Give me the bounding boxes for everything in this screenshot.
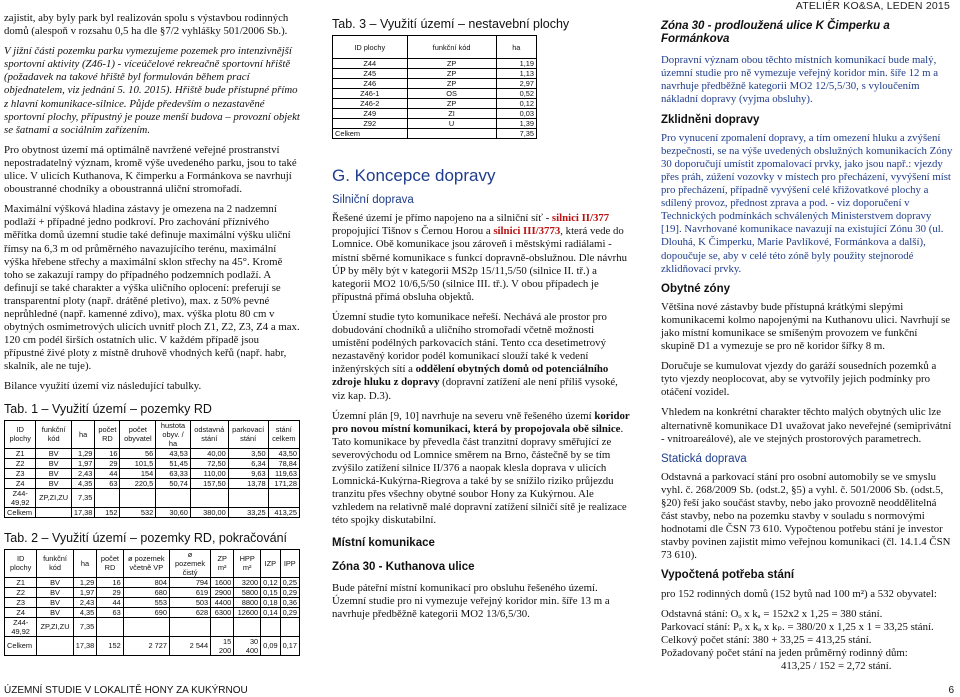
tab2-row <box>5 597 300 607</box>
tab2-cell: 680 <box>123 587 169 597</box>
subheading-zona30: Zóna 30 - Kuthanova ulice <box>332 560 475 573</box>
paragraph-roads: Řešené území je přímo napojeno na a silniční síť - silnici II/377 propojující Tišnov s Černou Horou a silnici III/3773, která vede do Lomnice. Obě komunikace jsou zároveň i městskými radiálami - místní sběrné komunikace s funkcí dopravně-obslužnou. Dle návrhu ÚP by měly být v kategorii MS2p 15/11,5/50 (silnice II. tř.) a kategorii MO2 10/6,5/50 (silnice III. tř.). V obou případech je přípustná přímá obsluha objektů. <box>332 212 628 303</box>
paragraph-d1: Vhledem na konkrétní charakter těchto malých obytných ulic lze alternativně komunikace D1 uvažovat jako neveřejné (semiprivátní - vnitroareálové), ale ve stejných prostorových parametrech. <box>661 406 952 445</box>
paragraph-vypocet: pro 152 rodinných domů (152 bytů nad 100 m²) a 532 obyvatel: <box>661 587 937 600</box>
tab3-cell: Z45 <box>333 69 408 79</box>
tab2-cell: 1,97 <box>73 587 97 597</box>
tab2-cell: 0,09 <box>261 636 280 655</box>
tab2-cell: 2 727 <box>123 636 169 655</box>
tab2-header-cell: ZP m² <box>211 549 234 577</box>
tab2-cell: BV <box>37 597 73 607</box>
tab1-cell: BV <box>36 448 71 458</box>
tab3-cell: ZP <box>407 79 496 89</box>
tab2-cell: Z4 <box>5 607 37 617</box>
tab1-cell: 50,74 <box>156 478 191 488</box>
paragraph-park: zajistit, aby byly park byl realizován spolu s výstavbou rodinných domů (alespoň v rozsahu 0,5 ha dle §7/2 vyhlášky 501/2006 Sb.). <box>4 12 289 38</box>
tab1-cell <box>268 488 299 507</box>
subheading-obytne: Obytné zóny <box>661 282 731 295</box>
tab3-cell: OS <box>407 89 496 99</box>
tab1-cell: 56 <box>120 448 156 458</box>
tab1-cell: 220,5 <box>120 478 156 488</box>
tab2-cell: Z3 <box>5 597 37 607</box>
tab2-cell: 0,14 <box>261 607 280 617</box>
tab1-cell: 413,25 <box>268 507 299 517</box>
tab1-cell: 30,60 <box>156 507 191 517</box>
tab1-cell: Celkem <box>5 507 36 517</box>
paragraph-staticka: Odstavná a parkovací stání pro osobní automobily se ve smyslu vyhl. č. 268/2009 Sb. (odst.2, §5) a vyhl. č. 501/2006 Sb. (odst.5, §20) řeší jako součást stavby, nebo jako provozně neoddělitelná část stavby, nebo na pozemku stavby v souladu s normovými hodnotami dle ČSN 73 610. Vypočtenou potřebu stání je investor stavby povinen zajistit mimo veřejnou komunikaci (čl. 14.1.4 ČSN 73 610). <box>661 470 951 562</box>
tab1-row <box>5 448 300 458</box>
tab1-cell: 154 <box>120 468 156 478</box>
tab3-cell: 1,13 <box>496 69 536 79</box>
tab3-row <box>333 79 537 89</box>
tab3-cell: 1,19 <box>496 59 536 69</box>
tab2-cell: 804 <box>123 577 169 587</box>
paragraph-sport: V jižní části pozemku parku vymezujeme pozemek pro intenzivnější sportovní aktivity (Z46-1) - víceúčelové rekreačně sportovní hřiště (požadavek na takové hřiště byl formulován během prací objednatelem, viz jednání 5. 10. 2015). Hřiště bude přístupné přímo z hlavní komunikace-silnice. Půjde především o nezastavěné sportovní plochy, přípustný je pouze menší budova – provozní objekt se šatnami a sociálním zařízením. <box>4 45 300 136</box>
tab2-cell: 4400 <box>211 597 234 607</box>
tab2-cell: 4,35 <box>73 607 97 617</box>
tab3-header-cell: ha <box>496 36 536 59</box>
tab1-row <box>5 507 300 517</box>
column-left <box>4 12 300 656</box>
tab2-cell <box>234 617 261 636</box>
tab1-cell: 17,38 <box>71 507 95 517</box>
tab2-cell: 2,43 <box>73 597 97 607</box>
tab2-row <box>5 587 300 597</box>
tab3-row <box>333 129 537 139</box>
subheading-zona30-cimperk: Zóna 30 - prodloužená ulice K Čimperku a Formánkova <box>661 20 890 46</box>
tab2-cell: 0,29 <box>280 587 299 597</box>
table1 <box>4 420 300 518</box>
tab1-cell: Z3 <box>5 468 36 478</box>
tab2-cell: 0,36 <box>280 597 299 607</box>
tab3-cell: Z49 <box>333 109 408 119</box>
tab1-row <box>5 458 300 468</box>
tab1-cell: 1,97 <box>71 458 95 468</box>
tab3-cell: 0,12 <box>496 99 536 109</box>
tab1-cell: 532 <box>120 507 156 517</box>
tab1-cell: Z1 <box>5 448 36 458</box>
tab1-cell: 16 <box>95 448 120 458</box>
paragraph-kuthanova: Bude páteřní místní komunikací pro obsluhu řešeného území. Územní studie pro ni vymezuje veřejný koridor min. šíře 13 m a navrhuje předběžně kategorii MO2 13/6,5/30. <box>332 581 610 620</box>
tab1-cell: ZP,ZI,ZU <box>36 488 71 507</box>
tab2-header-cell: HPP m² <box>234 549 261 577</box>
tab2-cell: 152 <box>97 636 123 655</box>
tab3-header-cell: ID plochy <box>333 36 408 59</box>
tab3-row <box>333 89 537 99</box>
tab1-cell: 43,50 <box>268 448 299 458</box>
tab2-header-cell: ID plochy <box>5 549 37 577</box>
tab1-cell: 78,84 <box>268 458 299 468</box>
tab1-header-cell: ID plochy <box>5 420 36 448</box>
tab1-cell <box>190 488 228 507</box>
tab2-cell: Z2 <box>5 587 37 597</box>
tab1-cell: 7,35 <box>71 488 95 507</box>
column-middle <box>332 12 630 628</box>
tab2-cell: 1,29 <box>73 577 97 587</box>
tab3-cell: ZP <box>407 69 496 79</box>
tab2-cell: 1600 <box>211 577 234 587</box>
tab3-cell: ZP <box>407 59 496 69</box>
tab2-cell: 0,25 <box>280 577 299 587</box>
tab1-row <box>5 478 300 488</box>
column-right <box>661 12 953 673</box>
tab1-header-cell: počet obyvatel <box>120 420 156 448</box>
tab2-cell: 29 <box>97 587 123 597</box>
tab1-cell <box>95 488 120 507</box>
paragraph-zklidneni: Pro vynucení zpomalení dopravy, a tím omezení hluku a zvýšení bezpečnosti, se na výše uvedených obslužných komunikacích Zóny 30 doporučují umístit zpomalovací prvky, jako jsou např.: vjezdy přes práh, zúžení vozovky v místech pro přecházení, vyvýšení míst pro přecházení, případně vyvýšení celé křižovatkové plochy a sdílený provoz, přednost zprava a pod. - viz doporučení v Technických podmínkách schválených Ministerstvem dopravy [19]. Navrhované komunikace navazují na existující Zónu 30 (ul. Dlouhá, K Čimperku, Marie Pavlíkové, Formánkova a další), dopoučuje se, aby v celé této zóně byly použity stejnorodé zklidňovací prvky. <box>661 131 953 275</box>
tab1-cell: Z4 <box>5 478 36 488</box>
tab2-cell <box>169 617 210 636</box>
tab1-cell: 171,28 <box>268 478 299 488</box>
tab3-cell: Z92 <box>333 119 408 129</box>
tab1-cell: BV <box>36 468 71 478</box>
tab2-row <box>5 577 300 587</box>
tab2-cell: 44 <box>97 597 123 607</box>
tab1-cell <box>36 507 71 517</box>
tab3-cell: ZI <box>407 109 496 119</box>
tab1-cell: 6,34 <box>228 458 268 468</box>
tab1-header-cell: odstavná stání <box>190 420 228 448</box>
tab1-cell: 3,50 <box>228 448 268 458</box>
tab3-cell: 0,52 <box>496 89 536 99</box>
page-number: 6 <box>948 685 954 696</box>
tab2-cell: BV <box>37 577 73 587</box>
tab1-cell: 43,53 <box>156 448 191 458</box>
tab1-cell: BV <box>36 458 71 468</box>
tab2-header-cell: funkční kód <box>37 549 73 577</box>
tab1-cell <box>120 488 156 507</box>
tab1-cell: 119,63 <box>268 468 299 478</box>
tab1-cell: BV <box>36 478 71 488</box>
tab1-header-cell: funkční kód <box>36 420 71 448</box>
tab1-header-cell: stání celkem <box>268 420 299 448</box>
tab1-cell <box>228 488 268 507</box>
tab2-header-cell: ø pozemek včetně VP <box>123 549 169 577</box>
tab2-cell: BV <box>37 587 73 597</box>
tab3-cell: Z46-2 <box>333 99 408 109</box>
subheading-vypocet: Vypočtená potřeba stání <box>661 569 795 582</box>
tab1-cell: 13,78 <box>228 478 268 488</box>
tab1-cell: 1,29 <box>71 448 95 458</box>
tab2-cell: 2900 <box>211 587 234 597</box>
tab2-cell: 16 <box>97 577 123 587</box>
tab1-cell: 4,35 <box>71 478 95 488</box>
paragraph-zona30: Dopravní význam obou těchto místních komunikací bude malý, územní studie pro ně vymezuje veřejný koridor min. šíře 12 m a navrhuje předběžně kategorii MO2 12/5,5/30, s vyloučením nákladní dopravy (vyjma obsluhy). <box>661 54 939 106</box>
tab2-cell: 8800 <box>234 597 261 607</box>
calc-line-celkem: Celkový počet stání: 380 + 33,25 = 413,25 stání. <box>661 633 872 646</box>
tab1-cell: 63,33 <box>156 468 191 478</box>
tab1-cell: 72,50 <box>190 458 228 468</box>
tab2-cell: 503 <box>169 597 210 607</box>
tab2-cell <box>261 617 280 636</box>
calc-line-parkovaci: Parkovací stání: Pₒ x kₐ x kₚ. = 380/20 x 1,25 x 1 = 33,25 stání. <box>661 620 934 633</box>
tab1-cell: 101,5 <box>120 458 156 468</box>
tab2-cell <box>211 617 234 636</box>
calc-line-pozadovany: Požadovaný počet stání na jeden průměrný rodinný dům: <box>661 646 908 659</box>
section-heading: G. Koncepce dopravy <box>332 166 496 186</box>
tab2-header-cell: IPP <box>280 549 299 577</box>
tab2-cell <box>97 617 123 636</box>
subheading-zklidneni: Zklidněni dopravy <box>661 113 760 126</box>
calc-line-result: 413,25 / 152 = 2,72 stání. <box>781 660 892 673</box>
paragraph-height: Maximální výšková hladina zástavy je omezena na 2 nadzemní podlaží + případné jedno podkroví. Pro zachování příznivého měřítka domů územní studie také definuje maximální výšku uliční římsy na 6,3 m od průměrného navazujícího terénu, maximální výška hřebene střechy a maximální sklon střechy na 45°. Kromě toho se zakazují rampy do případného podzemních podlaží. A definují se také charakter a výška uličního oplocení: preferují se transparentní ploty (např. drátěné pletivo), max. z 50% pevné neprůhledné (např. kamenné zdivo), max. výška plotu 80 cm v obytných osmimetrových ulicích uvnitř ploch Z1, Z2, Z3, Z4 a max. 120 cm podél širších ostatních ulic. V každém případě jsou přípustné živé ploty z místně druhově vhodných keřů (např. habr, skalník, ale ne tuje). <box>4 203 300 373</box>
tab1-row <box>5 468 300 478</box>
tab2-cell: 553 <box>123 597 169 607</box>
subheading-silnicni: Silniční doprava <box>332 194 414 207</box>
tab1-cell: 51,45 <box>156 458 191 468</box>
tab3-cell: Z46 <box>333 79 408 89</box>
paragraph-obytne: Většina nové zástavby bude přístupná krátkými slepými komunikacemi kolmo napojenými na Kuthanovu ulici. Navrhují se jako místní komunikace se smíšeným provozem ve funkční skupině D1 a vymezuje se pro ně koridor šířky 8 m. <box>661 300 951 353</box>
tab3-cell: 7,35 <box>496 129 536 139</box>
table1-caption: Tab. 1 – Využití území – pozemky RD <box>4 401 212 416</box>
tab2-cell: Z44-49,92 <box>5 617 37 636</box>
header-title: ATELIÉR KO&SA, LEDEN 2015 <box>795 0 950 12</box>
tab1-cell: 29 <box>95 458 120 468</box>
tab3-row <box>333 119 537 129</box>
tab3-cell: 0,03 <box>496 109 536 119</box>
tab3-cell: Celkem <box>333 129 408 139</box>
tab3-cell <box>407 129 496 139</box>
tab2-header-cell: ha <box>73 549 97 577</box>
tab2-cell: 15 200 <box>211 636 234 655</box>
tab2-cell: 17,38 <box>73 636 97 655</box>
table3 <box>332 35 537 139</box>
tab1-cell: 63 <box>95 478 120 488</box>
tab2-cell: 628 <box>169 607 210 617</box>
tab2-cell: BV <box>37 607 73 617</box>
tab1-cell: 110,00 <box>190 468 228 478</box>
tab2-cell: 5800 <box>234 587 261 597</box>
subheading-mistni: Místní komunikace <box>332 537 435 550</box>
tab2-cell: 2 544 <box>169 636 210 655</box>
tab1-cell: 380,00 <box>190 507 228 517</box>
tab2-cell <box>37 636 73 655</box>
tab2-cell: Celkem <box>5 636 37 655</box>
tab3-cell: ZP <box>407 99 496 109</box>
tab2-cell: 690 <box>123 607 169 617</box>
tab3-row <box>333 99 537 109</box>
paragraph-vjezdy: Doručuje se kumulovat vjezdy do garáží sousedních pozemků a tyto vjezdy neoplocovat, aby se vytvořily jejich podmínky pro otáčení vozidel. <box>661 360 937 399</box>
tab3-cell: U <box>407 119 496 129</box>
tab2-cell: Z1 <box>5 577 37 587</box>
tab2-cell: 0,17 <box>280 636 299 655</box>
tab2-row <box>5 607 300 617</box>
tab1-cell <box>156 488 191 507</box>
tab2-cell: ZP,ZI,ZU <box>37 617 73 636</box>
subheading-staticka: Statická doprava <box>661 452 747 465</box>
tab1-cell: 157,50 <box>190 478 228 488</box>
tab1-row <box>5 488 300 507</box>
tab2-cell: 0,29 <box>280 607 299 617</box>
tab3-cell: 1,39 <box>496 119 536 129</box>
tab1-cell: 44 <box>95 468 120 478</box>
tab2-cell: 7,35 <box>73 617 97 636</box>
tab1-cell: 2,43 <box>71 468 95 478</box>
table2 <box>4 549 300 656</box>
paragraph-plan: Územní plán [9, 10] navrhuje na severu vně řešeného území koridor pro novou místní komunikaci, která by propojovala obě silnice. Tato komunikace by převedla část tranzitní dopravy směřující ze severovýchodu od Lomnice směrem na Brno, částečně by se tím zvýšilo zatížení silnice II/376 a naopak klesla doprava v ulicích Lomnická-Kukýrna-Riegrova a také by se snížilo riziko průjezdu tranzitu přes všechny obytné soubor Hony za Kukýrnou. Ale vzhledem na relativně malé dopravní zatížení silničí sítě je realizace této spojky diskutabilní. <box>332 409 630 527</box>
footer-title: ÚZEMNÍ STUDIE V LOKALITĚ HONY ZA KUKÝRNOU <box>4 685 248 696</box>
tab2-header-cell: IZP <box>261 549 280 577</box>
tab1-cell: 33,25 <box>228 507 268 517</box>
tab1-cell: Z2 <box>5 458 36 468</box>
tab2-cell <box>280 617 299 636</box>
tab3-cell: Z46-1 <box>333 89 408 99</box>
tab3-header-cell: funkční kód <box>407 36 496 59</box>
tab2-cell <box>123 617 169 636</box>
tab1-header-cell: počet RD <box>95 420 120 448</box>
tab2-cell: 0,15 <box>261 587 280 597</box>
paragraph-corridor: Územní studie tyto komunikace neřeší. Nechává ale prostor pro dobudování chodníků a uličního stromořadí včetně možnosti umístění podélných parkovacích stání. Tento cca desetimetrový nezastavěný koridor podél komunikací slouží také k vedení inženýrských sítí a oddělení obytných domů od potenciálního zdroje hluku z dopravy (dopravní zatížení ale není příliš vysoké, viz kap. D.3). <box>332 310 618 402</box>
tab2-cell: 30 400 <box>234 636 261 655</box>
tab1-cell: 9,63 <box>228 468 268 478</box>
tab2-row <box>5 636 300 655</box>
calc-line-odstavna: Odstavná stání: Oₒ x kₐ = 152x2 x 1,25 = 380 stání. <box>661 607 883 620</box>
tab1-header-cell: ha <box>71 420 95 448</box>
tab2-header-cell: ø pozemek čistý <box>169 549 210 577</box>
tab2-cell: 0,12 <box>261 577 280 587</box>
table2-caption: Tab. 2 – Využití území – pozemky RD, pokračování <box>4 530 287 545</box>
paragraph-balance: Bilance využití území viz následující tabulky. <box>4 380 202 393</box>
tab1-cell: 152 <box>95 507 120 517</box>
tab3-row <box>333 59 537 69</box>
tab3-cell: 2,97 <box>496 79 536 89</box>
tab1-header-cell: parkovací stání <box>228 420 268 448</box>
tab3-row <box>333 109 537 119</box>
tab3-cell: Z44 <box>333 59 408 69</box>
tab2-cell: 0,18 <box>261 597 280 607</box>
tab2-cell: 794 <box>169 577 210 587</box>
tab2-cell: 3200 <box>234 577 261 587</box>
tab2-cell: 12600 <box>234 607 261 617</box>
tab3-row <box>333 69 537 79</box>
tab2-cell: 63 <box>97 607 123 617</box>
tab2-cell: 6300 <box>211 607 234 617</box>
tab1-cell: 40,00 <box>190 448 228 458</box>
tab2-cell: 619 <box>169 587 210 597</box>
tab1-header-cell: hustota obyv. / ha <box>156 420 191 448</box>
paragraph-streets: Pro obytnost území má optimálně navržené veřejné prostranství nepostradatelný význam, kromě výše uvedeného parku, jsou to také ulice. V ulicích Kuthanova, K čimperku a Formánkova se navrhují oboustranné chodníky a oboustranná uliční stromořadí. <box>4 143 297 196</box>
tab2-row <box>5 617 300 636</box>
table3-caption: Tab. 3 – Využití území – nestavební plochy <box>332 17 570 31</box>
tab2-header-cell: počet RD <box>97 549 123 577</box>
tab1-cell: Z44-49,92 <box>5 488 36 507</box>
